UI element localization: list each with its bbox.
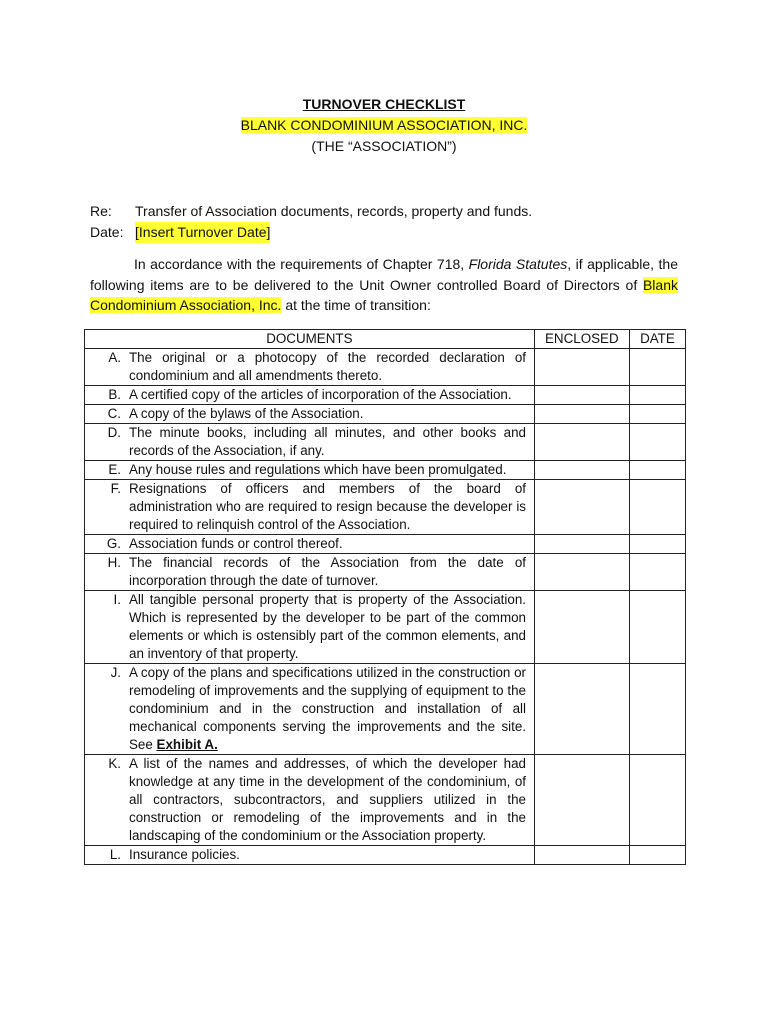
item-description bbox=[129, 405, 526, 423]
item-description bbox=[129, 554, 526, 590]
table-row bbox=[85, 461, 686, 480]
enclosed-cell bbox=[534, 461, 629, 480]
date-cell bbox=[629, 386, 685, 405]
item-letter: F. bbox=[110, 481, 121, 496]
item-letter: A. bbox=[108, 350, 121, 365]
enclosed-cell bbox=[534, 386, 629, 405]
enclosed-cell bbox=[534, 664, 629, 755]
item-letter: B. bbox=[108, 387, 121, 402]
documents-header: DOCUMENTS bbox=[85, 330, 535, 349]
item-text: Association funds or control thereof. bbox=[129, 536, 343, 551]
item-text: The financial records of the Association from the date of incorporation through the date of turnover. bbox=[129, 555, 526, 588]
intro-association-name: Blank Condominium Association, Inc. bbox=[90, 276, 678, 313]
document-cell bbox=[85, 591, 535, 664]
date-cell bbox=[629, 664, 685, 755]
item-description bbox=[129, 349, 526, 385]
table-row bbox=[85, 405, 686, 424]
document-cell bbox=[85, 535, 535, 554]
document-title: TURNOVER CHECKLIST bbox=[302, 96, 466, 112]
item-text: Resignations of officers and members of the board of administration who are required to resign because the developer is required to relinquish control of the Association. bbox=[129, 481, 526, 532]
re-label: Re: bbox=[90, 203, 112, 219]
item-text: The original or a photocopy of the recorded declaration of condominium and all amendments thereto. bbox=[129, 350, 526, 383]
date-label: Date: bbox=[90, 224, 124, 240]
association-alias: (THE “ASSOCIATION”) bbox=[311, 138, 457, 154]
statute-name: Florida Statutes bbox=[468, 256, 568, 272]
intro-paragraph bbox=[90, 254, 678, 316]
date-cell bbox=[629, 554, 685, 591]
document-cell bbox=[85, 424, 535, 461]
table-row bbox=[85, 755, 686, 846]
document-cell bbox=[85, 480, 535, 535]
table-row bbox=[85, 846, 686, 865]
item-description bbox=[129, 461, 526, 479]
table-row bbox=[85, 591, 686, 664]
table-row bbox=[85, 480, 686, 535]
enclosed-cell bbox=[534, 591, 629, 664]
turnover-date: [Insert Turnover Date] bbox=[135, 222, 270, 243]
enclosed-cell bbox=[534, 554, 629, 591]
item-description bbox=[129, 535, 526, 553]
enclosed-cell bbox=[534, 480, 629, 535]
date-cell bbox=[629, 405, 685, 424]
intro-part2: , if applicable, the following items are to be delivered to the Unit Owner controlled Board of Directors of bbox=[90, 256, 678, 293]
item-description bbox=[129, 591, 526, 663]
table-row bbox=[85, 554, 686, 591]
date-cell bbox=[629, 846, 685, 865]
document-cell bbox=[85, 664, 535, 755]
document-cell bbox=[85, 349, 535, 386]
date-cell bbox=[629, 461, 685, 480]
item-text: Any house rules and regulations which have been promulgated. bbox=[129, 462, 507, 477]
item-text: All tangible personal property that is property of the Association. Which is represented by the developer to be part of the common elements or which is ostensibly part of the common elements, and an inventory of that property. bbox=[129, 592, 526, 661]
item-description bbox=[129, 424, 526, 460]
item-description bbox=[129, 386, 526, 404]
table-row bbox=[85, 424, 686, 461]
table-row bbox=[85, 664, 686, 755]
enclosed-cell bbox=[534, 405, 629, 424]
document-cell bbox=[85, 846, 535, 865]
item-description bbox=[129, 664, 526, 754]
date-cell bbox=[629, 591, 685, 664]
item-description bbox=[129, 480, 526, 534]
turnover-checklist-table bbox=[84, 329, 686, 865]
document-cell bbox=[85, 386, 535, 405]
item-letter: J. bbox=[110, 665, 121, 680]
date-cell bbox=[629, 535, 685, 554]
item-text: A certified copy of the articles of incorporation of the Association. bbox=[129, 387, 512, 402]
item-letter: L. bbox=[109, 847, 121, 862]
item-letter: H. bbox=[107, 555, 121, 570]
date-cell bbox=[629, 755, 685, 846]
item-text: A list of the names and addresses, of which the developer had knowledge at any time in the development of the condominium, of all contractors, subcontractors, and suppliers utilized in the construction or remodeling of the improvements and in the landscaping of the condominium or the Association property. bbox=[129, 756, 526, 843]
enclosed-cell bbox=[534, 535, 629, 554]
exhibit-reference[interactable]: Exhibit A. bbox=[156, 737, 218, 752]
table-row bbox=[85, 349, 686, 386]
re-block bbox=[90, 201, 690, 243]
association-name: BLANK CONDOMINIUM ASSOCIATION, INC. bbox=[240, 117, 528, 133]
table-header-row bbox=[85, 330, 686, 349]
item-letter: C. bbox=[107, 406, 121, 421]
document-cell bbox=[85, 405, 535, 424]
item-letter: D. bbox=[107, 425, 121, 440]
intro-part3: at the time of transition: bbox=[281, 297, 431, 313]
item-letter: I. bbox=[113, 592, 121, 607]
enclosed-cell bbox=[534, 755, 629, 846]
item-description bbox=[129, 846, 526, 864]
document-cell bbox=[85, 461, 535, 480]
intro-part1: In accordance with the requirements of Chapter 718, bbox=[134, 256, 469, 272]
table-row bbox=[85, 386, 686, 405]
item-letter: K. bbox=[108, 756, 121, 771]
item-description bbox=[129, 755, 526, 845]
table-row bbox=[85, 535, 686, 554]
title-block bbox=[0, 94, 768, 157]
date-header: DATE bbox=[629, 330, 685, 349]
enclosed-cell bbox=[534, 846, 629, 865]
item-text: Insurance policies. bbox=[129, 847, 240, 862]
item-text: The minute books, including all minutes, and other books and records of the Association, if any. bbox=[129, 425, 526, 458]
item-text: A copy of the plans and specifications utilized in the construction or remodeling of improvements and the supplying of equipment to the condominium and in the construction and installation of all mechanical components serving the improvements and the site. See bbox=[129, 665, 526, 752]
enclosed-cell bbox=[534, 424, 629, 461]
enclosed-header: ENCLOSED bbox=[534, 330, 629, 349]
document-cell bbox=[85, 755, 535, 846]
document-cell bbox=[85, 554, 535, 591]
re-text: Transfer of Association documents, records, property and funds. bbox=[135, 203, 533, 219]
date-cell bbox=[629, 349, 685, 386]
date-cell bbox=[629, 480, 685, 535]
item-letter: G. bbox=[106, 536, 121, 551]
item-text: A copy of the bylaws of the Association. bbox=[129, 406, 364, 421]
date-cell bbox=[629, 424, 685, 461]
item-letter: E. bbox=[108, 462, 121, 477]
enclosed-cell bbox=[534, 349, 629, 386]
